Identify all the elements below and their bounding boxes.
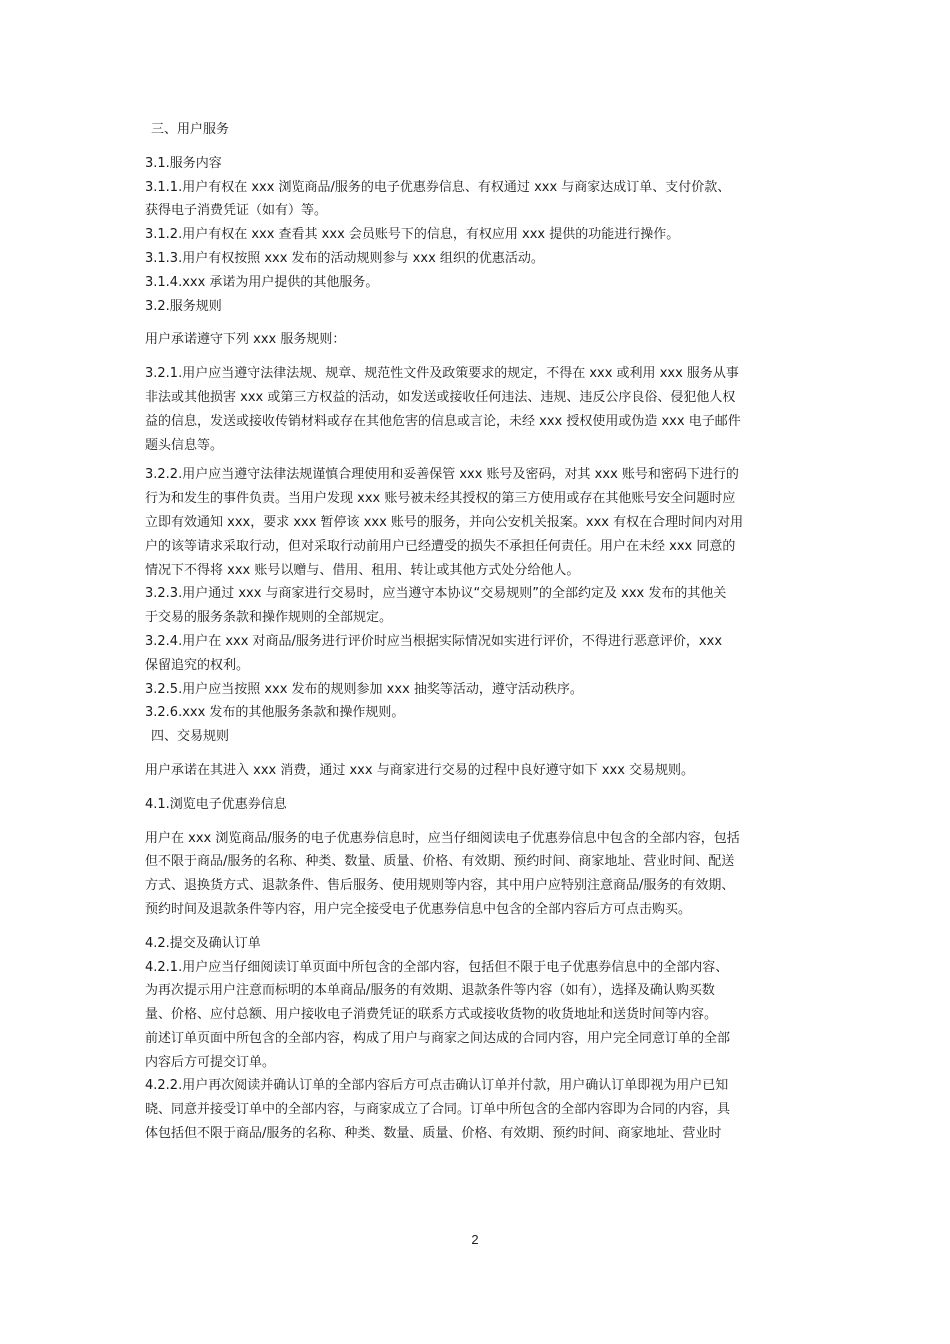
section-heading-user-services: 三、用户服务 xyxy=(151,122,230,137)
paragraph-line: 4.2.2.用户再次阅读并确认订单的全部内容后方可点击确认订单并付款，用户确认订单即视为用户已知 xyxy=(145,1078,729,1094)
paragraph-line: 3.2.5.用户应当按照 xxx 发布的规则参加 xxx 抽奖等活动，遵守活动秩序。 xyxy=(145,681,583,697)
paragraph-line: 3.2.3.用户通过 xxx 与商家进行交易时，应当遵守本协议“交易规则”的全部约定及 xxx 发布的其他关 xyxy=(145,586,727,602)
paragraph-line: 但不限于商品/服务的名称、种类、数量、质量、价格、有效期、预约时间、商家地址、营业时间、配送 xyxy=(145,854,735,870)
paragraph-line: 益的信息，发送或接收传销材料或存在其他危害的信息或言论，未经 xxx 授权使用或伪造 xxx 电子邮件 xyxy=(145,413,741,429)
paragraph-line: 用户承诺在其进入 xxx 消费，通过 xxx 与商家进行交易的过程中良好遵守如下 xxx 交易规则。 xyxy=(145,762,695,778)
paragraph-line: 为再次提示用户注意而标明的本单商品/服务的有效期、退款条件等内容（如有），选择及确认购买数 xyxy=(145,983,715,999)
paragraph-line: 于交易的服务条款和操作规则的全部规定。 xyxy=(145,610,393,626)
paragraph-line: 立即有效通知 xxx，要求 xxx 暂停该 xxx 账号的服务，并向公安机关报案。xxx 有权在合理时间内对用 xyxy=(145,514,744,530)
subsection-heading: 4.2.提交及确认订单 xyxy=(145,935,261,951)
paragraph-line: 题头信息等。 xyxy=(145,437,224,453)
page-number: 2 xyxy=(471,1232,479,1247)
paragraph-line: 3.1.1.用户有权在 xxx 浏览商品/服务的电子优惠券信息、有权通过 xxx 与商家达成订单、支付价款、 xyxy=(145,179,731,195)
paragraph-line: 情况下不得将 xxx 账号以赠与、借用、租用、转让或其他方式处分给他人。 xyxy=(145,562,580,578)
paragraph-line: 3.1.4.xxx 承诺为用户提供的其他服务。 xyxy=(145,274,379,290)
paragraph-line: 3.1.2.用户有权在 xxx 查看其 xxx 会员账号下的信息，有权应用 xxx 提供的功能进行操作。 xyxy=(145,227,680,243)
paragraph-line: 晓、同意并接受订单中的全部内容，与商家成立了合同。订单中所包含的全部内容即为合同的内容，具 xyxy=(145,1102,731,1118)
document-body xyxy=(145,118,813,1146)
section-heading-trade-rules: 四、交易规则 xyxy=(151,729,230,745)
paragraph-line: 3.1.3.用户有权按照 xxx 发布的活动规则参与 xxx 组织的优惠活动。 xyxy=(145,250,544,266)
paragraph-line: 量、价格、应付总额、用户接收电子消费凭证的联系方式或接收货物的收货地址和送货时间等内容。 xyxy=(145,1007,718,1023)
paragraph-line: 行为和发生的事件负责。当用户发现 xxx 账号被未经其授权的第三方使用或存在其他账号安全问题时应 xyxy=(145,491,736,507)
paragraph-line: 体包括但不限于商品/服务的名称、种类、数量、质量、价格、有效期、预约时间、商家地址、营业时 xyxy=(145,1126,722,1142)
paragraph-line: 户的该等请求采取行动，但对采取行动前用户已经遭受的损失不承担任何责任。用户在未经 xxx 同意的 xyxy=(145,538,736,554)
paragraph-line: 非法或其他损害 xxx 或第三方权益的活动，如发送或接收任何违法、违规、违反公序良俗、侵犯他人权 xyxy=(145,389,736,405)
paragraph-line: 4.2.1.用户应当仔细阅读订单页面中所包含的全部内容，包括但不限于电子优惠券信息中的全部内容、 xyxy=(145,959,729,975)
paragraph-line: 预约时间及退款条件等内容，用户完全接受电子优惠券信息中包含的全部内容后方可点击购买。 xyxy=(145,901,692,917)
paragraph-line: 方式、退换货方式、退款条件、售后服务、使用规则等内容，其中用户应特别注意商品/服务的有效期、 xyxy=(145,878,735,894)
paragraph-line: 用户在 xxx 浏览商品/服务的电子优惠券信息时，应当仔细阅读电子优惠券信息中包含的全部内容，包括 xyxy=(145,830,740,846)
paragraph-line: 内容后方可提交订单。 xyxy=(145,1054,276,1070)
subsection-heading: 3.1.服务内容 xyxy=(145,155,222,171)
paragraph-line: 获得电子消费凭证（如有）等。 xyxy=(145,203,328,219)
paragraph-line: 保留追究的权利。 xyxy=(145,657,250,673)
paragraph-line: 3.2.1.用户应当遵守法律法规、规章、规范性文件及政策要求的规定，不得在 xxx 或利用 xxx 服务从事 xyxy=(145,366,739,382)
paragraph-line: 3.2.4.用户在 xxx 对商品/服务进行评价时应当根据实际情况如实进行评价，不得进行恶意评价，xxx xyxy=(145,633,723,649)
subsection-heading: 3.2.服务规则 xyxy=(145,298,222,314)
paragraph-line: 用户承诺遵守下列 xxx 服务规则： xyxy=(145,332,346,348)
subsection-heading: 4.1.浏览电子优惠券信息 xyxy=(145,796,287,812)
paragraph-line: 前述订单页面中所包含的全部内容，构成了用户与商家之间达成的合同内容，用户完全同意订单的全部 xyxy=(145,1030,731,1046)
paragraph-line: 3.2.6.xxx 发布的其他服务条款和操作规则。 xyxy=(145,705,405,721)
paragraph-line: 3.2.2.用户应当遵守法律法规谨慎合理使用和妥善保管 xxx 账号及密码，对其 xxx 账号和密码下进行的 xyxy=(145,467,739,483)
